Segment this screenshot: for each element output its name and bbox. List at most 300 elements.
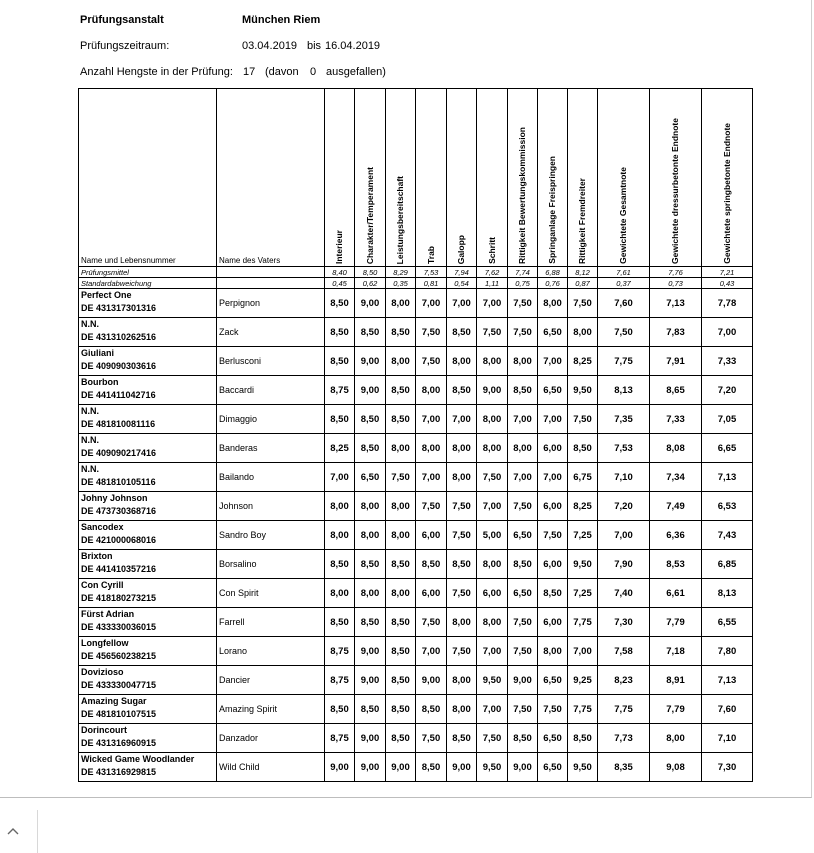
score-cell: 7,00 bbox=[538, 405, 568, 434]
horse-id: DE 481810105116 bbox=[81, 477, 156, 487]
score-cell: 6,50 bbox=[508, 579, 538, 608]
score-cell: 8,50 bbox=[355, 608, 386, 637]
score-cell: 8,50 bbox=[416, 550, 447, 579]
score-cell: 7,53 bbox=[598, 434, 650, 463]
mean-value: 7,76 bbox=[650, 267, 702, 278]
score-cell: 8,00 bbox=[447, 608, 477, 637]
score-cell: 7,00 bbox=[325, 463, 355, 492]
horse-name: Dovizioso bbox=[81, 667, 124, 677]
score-cell: 7,40 bbox=[598, 579, 650, 608]
father-name: Borsalino bbox=[217, 550, 325, 579]
score-cell: 8,13 bbox=[598, 376, 650, 405]
score-cell: 8,50 bbox=[386, 724, 416, 753]
score-cell: 8,00 bbox=[568, 318, 598, 347]
horse-cell bbox=[79, 463, 217, 492]
score-cell: 8,00 bbox=[447, 695, 477, 724]
horse-id: DE 431316929815 bbox=[81, 767, 157, 777]
horse-id: DE 409090217416 bbox=[81, 448, 157, 458]
horse-name: N.N. bbox=[81, 464, 99, 474]
score-cell: 7,50 bbox=[447, 637, 477, 666]
score-cell: 7,30 bbox=[598, 608, 650, 637]
mean-value: 7,94 bbox=[447, 267, 477, 278]
table-row bbox=[79, 753, 753, 782]
score-cell: 7,83 bbox=[650, 318, 702, 347]
std-value: 0,73 bbox=[650, 278, 702, 289]
score-cell: 7,33 bbox=[702, 347, 753, 376]
score-cell: 7,20 bbox=[598, 492, 650, 521]
score-column-label: Galopp bbox=[456, 234, 466, 264]
horse-name: Dorincourt bbox=[81, 725, 127, 735]
score-cell: 8,00 bbox=[386, 492, 416, 521]
score-cell: 7,90 bbox=[598, 550, 650, 579]
score-cell: 6,75 bbox=[568, 463, 598, 492]
horse-cell bbox=[79, 347, 217, 376]
score-cell: 8,50 bbox=[568, 434, 598, 463]
score-cell: 8,50 bbox=[355, 405, 386, 434]
score-cell: 8,50 bbox=[447, 550, 477, 579]
score-cell: 7,00 bbox=[447, 405, 477, 434]
horse-id: DE 441411042716 bbox=[81, 390, 156, 400]
horse-id: DE 441410357216 bbox=[81, 564, 157, 574]
score-cell: 9,08 bbox=[650, 753, 702, 782]
score-cell: 7,50 bbox=[416, 347, 447, 376]
father-name: Baccardi bbox=[217, 376, 325, 405]
horse-id: DE 431316960915 bbox=[81, 738, 157, 748]
score-cell: 8,00 bbox=[477, 608, 508, 637]
score-cell: 8,00 bbox=[447, 434, 477, 463]
score-cell: 8,50 bbox=[447, 376, 477, 405]
score-cell: 7,50 bbox=[508, 492, 538, 521]
score-cell: 8,00 bbox=[416, 376, 447, 405]
score-cell: 8,00 bbox=[447, 666, 477, 695]
mean-value: 7,53 bbox=[416, 267, 447, 278]
score-cell: 9,00 bbox=[386, 753, 416, 782]
horse-name: Bourbon bbox=[81, 377, 119, 387]
score-cell: 9,00 bbox=[508, 753, 538, 782]
score-cell: 8,00 bbox=[538, 289, 568, 318]
score-column-header bbox=[355, 89, 386, 267]
score-cell: 8,08 bbox=[650, 434, 702, 463]
table-row bbox=[79, 608, 753, 637]
score-cell: 7,00 bbox=[416, 289, 447, 318]
davon-open: (davon bbox=[265, 66, 299, 78]
score-cell: 8,50 bbox=[386, 405, 416, 434]
table-row bbox=[79, 550, 753, 579]
horse-id: DE 433330047715 bbox=[81, 680, 157, 690]
score-cell: 8,13 bbox=[702, 579, 753, 608]
score-cell: 7,50 bbox=[416, 724, 447, 753]
score-cell: 9,50 bbox=[568, 753, 598, 782]
score-cell: 6,61 bbox=[650, 579, 702, 608]
score-cell: 8,50 bbox=[538, 579, 568, 608]
score-cell: 7,79 bbox=[650, 695, 702, 724]
father-name: Sandro Boy bbox=[217, 521, 325, 550]
std-value: 0,37 bbox=[598, 278, 650, 289]
score-cell: 6,00 bbox=[538, 550, 568, 579]
score-cell: 6,50 bbox=[538, 753, 568, 782]
score-cell: 7,79 bbox=[650, 608, 702, 637]
anstalt-label: Prüfungsanstalt bbox=[80, 14, 164, 26]
mean-value: 8,12 bbox=[568, 267, 598, 278]
score-column-label: Schritt bbox=[486, 237, 497, 264]
header-row bbox=[79, 89, 753, 267]
score-cell: 9,50 bbox=[568, 376, 598, 405]
score-cell: 9,50 bbox=[568, 550, 598, 579]
horse-id: DE 456560238215 bbox=[81, 651, 157, 661]
std-value: 1,11 bbox=[477, 278, 508, 289]
score-column-header bbox=[702, 89, 753, 267]
father-name: Dimaggio bbox=[217, 405, 325, 434]
score-cell: 7,35 bbox=[598, 405, 650, 434]
score-cell: 7,00 bbox=[477, 289, 508, 318]
horse-id: DE 431317301316 bbox=[81, 303, 157, 313]
score-cell: 8,50 bbox=[508, 550, 538, 579]
score-cell: 7,00 bbox=[416, 463, 447, 492]
horse-cell bbox=[79, 695, 217, 724]
score-cell: 6,00 bbox=[477, 579, 508, 608]
score-cell: 8,50 bbox=[325, 550, 355, 579]
score-cell: 7,00 bbox=[477, 637, 508, 666]
score-cell: 8,50 bbox=[416, 695, 447, 724]
mean-value: 8,50 bbox=[355, 267, 386, 278]
mean-value: 6,88 bbox=[538, 267, 568, 278]
score-cell: 7,10 bbox=[702, 724, 753, 753]
score-cell: 7,50 bbox=[416, 318, 447, 347]
score-cell: 7,91 bbox=[650, 347, 702, 376]
score-cell: 7,00 bbox=[447, 289, 477, 318]
horse-name: Fürst Adrian bbox=[81, 609, 135, 619]
score-cell: 6,50 bbox=[538, 376, 568, 405]
horse-id: DE 481810107515 bbox=[81, 709, 157, 719]
score-cell: 7,50 bbox=[477, 318, 508, 347]
father-name: Zack bbox=[217, 318, 325, 347]
score-cell: 8,75 bbox=[325, 666, 355, 695]
score-cell: 6,00 bbox=[538, 492, 568, 521]
score-cell: 8,50 bbox=[325, 347, 355, 376]
score-cell: 8,50 bbox=[386, 695, 416, 724]
score-cell: 9,00 bbox=[355, 376, 386, 405]
score-cell: 8,50 bbox=[386, 376, 416, 405]
mean-value: 7,61 bbox=[598, 267, 650, 278]
score-cell: 7,20 bbox=[702, 376, 753, 405]
anzahl-value: 17 bbox=[243, 66, 256, 78]
score-cell: 6,36 bbox=[650, 521, 702, 550]
score-cell: 8,25 bbox=[568, 347, 598, 376]
score-cell: 8,50 bbox=[508, 376, 538, 405]
horse-cell bbox=[79, 434, 217, 463]
score-cell: 6,00 bbox=[416, 579, 447, 608]
horse-cell bbox=[79, 405, 217, 434]
table-row bbox=[79, 347, 753, 376]
score-cell: 9,25 bbox=[568, 666, 598, 695]
score-cell: 7,50 bbox=[477, 463, 508, 492]
score-cell: 7,73 bbox=[598, 724, 650, 753]
score-cell: 7,00 bbox=[508, 463, 538, 492]
std-value: 0,75 bbox=[508, 278, 538, 289]
score-cell: 5,00 bbox=[477, 521, 508, 550]
score-cell: 8,00 bbox=[650, 724, 702, 753]
score-column-label: Interieur bbox=[334, 229, 344, 264]
score-cell: 8,00 bbox=[325, 492, 355, 521]
horse-cell bbox=[79, 666, 217, 695]
score-cell: 9,00 bbox=[355, 289, 386, 318]
table-row bbox=[79, 695, 753, 724]
score-cell: 8,50 bbox=[325, 405, 355, 434]
score-cell: 7,13 bbox=[650, 289, 702, 318]
score-cell: 8,50 bbox=[386, 637, 416, 666]
horse-id: DE 431310262516 bbox=[81, 332, 157, 342]
score-cell: 8,00 bbox=[355, 492, 386, 521]
davon-close: ausgefallen) bbox=[326, 66, 386, 78]
score-cell: 7,50 bbox=[538, 521, 568, 550]
score-column-label: Rittigkeit Fremdreiter bbox=[577, 178, 587, 264]
score-cell: 9,00 bbox=[416, 666, 447, 695]
score-cell: 8,00 bbox=[386, 347, 416, 376]
std-value: 0,45 bbox=[325, 278, 355, 289]
father-name: Bailando bbox=[217, 463, 325, 492]
score-cell: 7,30 bbox=[702, 753, 753, 782]
score-cell: 7,00 bbox=[477, 492, 508, 521]
score-cell: 7,75 bbox=[598, 695, 650, 724]
score-column-label: Springanlage Freispringen bbox=[547, 156, 557, 264]
score-cell: 8,00 bbox=[447, 347, 477, 376]
table-row bbox=[79, 579, 753, 608]
zeitraum-to: 16.04.2019 bbox=[325, 40, 381, 52]
score-column-label: Gewichtete springbetonte Endnote bbox=[721, 123, 732, 264]
col-name-header: Name und Lebensnummer bbox=[79, 89, 217, 267]
std-value: 0,76 bbox=[538, 278, 568, 289]
mean-row bbox=[79, 267, 753, 278]
score-cell: 6,85 bbox=[702, 550, 753, 579]
viewer-divider bbox=[37, 810, 38, 853]
score-cell: 8,50 bbox=[416, 753, 447, 782]
score-cell: 7,50 bbox=[568, 405, 598, 434]
std-value: 0,35 bbox=[386, 278, 416, 289]
horse-name: Johny Johnson bbox=[81, 493, 148, 503]
score-cell: 8,00 bbox=[355, 579, 386, 608]
horse-id: DE 418180273215 bbox=[81, 593, 157, 603]
std-value: 0,62 bbox=[355, 278, 386, 289]
anzahl-label: Anzahl Hengste in der Prüfung: bbox=[80, 66, 233, 78]
horse-name: Perfect One bbox=[81, 290, 132, 300]
horse-cell bbox=[79, 608, 217, 637]
score-cell: 8,00 bbox=[325, 579, 355, 608]
score-cell: 8,00 bbox=[386, 289, 416, 318]
score-cell: 7,00 bbox=[538, 347, 568, 376]
score-cell: 8,00 bbox=[416, 434, 447, 463]
score-cell: 6,50 bbox=[355, 463, 386, 492]
score-cell: 8,50 bbox=[355, 695, 386, 724]
father-name: Lorano bbox=[217, 637, 325, 666]
score-column-header bbox=[477, 89, 508, 267]
score-cell: 8,50 bbox=[386, 666, 416, 695]
score-column-header bbox=[538, 89, 568, 267]
father-name: Dancier bbox=[217, 666, 325, 695]
score-cell: 9,00 bbox=[508, 666, 538, 695]
score-cell: 6,55 bbox=[702, 608, 753, 637]
score-cell: 8,50 bbox=[447, 318, 477, 347]
score-cell: 9,00 bbox=[355, 724, 386, 753]
horse-id: DE 421000068016 bbox=[81, 535, 157, 545]
horse-cell bbox=[79, 521, 217, 550]
father-name: Danzador bbox=[217, 724, 325, 753]
results-table bbox=[78, 88, 753, 782]
horse-cell bbox=[79, 637, 217, 666]
score-cell: 7,50 bbox=[447, 492, 477, 521]
father-name: Amazing Spirit bbox=[217, 695, 325, 724]
score-cell: 6,00 bbox=[538, 608, 568, 637]
father-name: Perpignon bbox=[217, 289, 325, 318]
score-column-label: Gewichtete Gesamtnote bbox=[618, 167, 628, 264]
score-cell: 7,18 bbox=[650, 637, 702, 666]
table-row bbox=[79, 405, 753, 434]
mean-value: 7,74 bbox=[508, 267, 538, 278]
score-cell: 7,13 bbox=[702, 666, 753, 695]
table-row bbox=[79, 289, 753, 318]
father-name: Con Spirit bbox=[217, 579, 325, 608]
score-cell: 8,75 bbox=[325, 724, 355, 753]
table-row bbox=[79, 521, 753, 550]
score-cell: 8,65 bbox=[650, 376, 702, 405]
anstalt-value: München Riem bbox=[242, 14, 321, 26]
score-cell: 7,00 bbox=[598, 521, 650, 550]
score-cell: 8,35 bbox=[598, 753, 650, 782]
mean-label: Prüfungsmittel bbox=[79, 267, 217, 278]
score-cell: 7,58 bbox=[598, 637, 650, 666]
std-row bbox=[79, 278, 753, 289]
davon-value: 0 bbox=[310, 66, 317, 78]
score-cell: 7,43 bbox=[702, 521, 753, 550]
score-cell: 8,00 bbox=[508, 347, 538, 376]
score-cell: 8,00 bbox=[538, 637, 568, 666]
score-cell: 9,00 bbox=[355, 637, 386, 666]
horse-name: Longfellow bbox=[81, 638, 129, 648]
score-column-label: Trab bbox=[425, 246, 436, 264]
mean-value: 8,29 bbox=[386, 267, 416, 278]
mean-value: 7,62 bbox=[477, 267, 508, 278]
score-cell: 7,00 bbox=[416, 405, 447, 434]
horse-name: Wicked Game Woodlander bbox=[81, 754, 195, 764]
table-row bbox=[79, 318, 753, 347]
std-value: 0,81 bbox=[416, 278, 447, 289]
score-cell: 6,50 bbox=[538, 318, 568, 347]
horse-name: N.N. bbox=[81, 406, 99, 416]
zeitraum-bis: bis bbox=[307, 40, 322, 52]
score-cell: 9,00 bbox=[355, 347, 386, 376]
score-cell: 7,60 bbox=[702, 695, 753, 724]
father-name: Banderas bbox=[217, 434, 325, 463]
score-cell: 6,50 bbox=[508, 521, 538, 550]
score-cell: 7,50 bbox=[447, 521, 477, 550]
score-cell: 8,25 bbox=[568, 492, 598, 521]
score-cell: 7,50 bbox=[416, 608, 447, 637]
score-cell: 6,00 bbox=[416, 521, 447, 550]
score-cell: 7,75 bbox=[598, 347, 650, 376]
score-cell: 8,50 bbox=[355, 318, 386, 347]
horse-name: Giuliani bbox=[81, 348, 115, 358]
score-column-header bbox=[447, 89, 477, 267]
score-cell: 9,50 bbox=[477, 666, 508, 695]
score-cell: 8,75 bbox=[325, 376, 355, 405]
score-cell: 7,50 bbox=[508, 318, 538, 347]
score-cell: 7,00 bbox=[416, 637, 447, 666]
score-column-header bbox=[416, 89, 447, 267]
score-cell: 7,50 bbox=[598, 318, 650, 347]
table-row bbox=[79, 376, 753, 405]
horse-name: N.N. bbox=[81, 319, 99, 329]
score-cell: 8,00 bbox=[386, 434, 416, 463]
score-cell: 6,50 bbox=[538, 666, 568, 695]
score-cell: 8,00 bbox=[386, 521, 416, 550]
score-cell: 7,13 bbox=[702, 463, 753, 492]
horse-cell bbox=[79, 550, 217, 579]
std-value: 0,87 bbox=[568, 278, 598, 289]
score-cell: 7,60 bbox=[598, 289, 650, 318]
score-cell: 9,00 bbox=[477, 376, 508, 405]
horse-name: Amazing Sugar bbox=[81, 696, 147, 706]
score-cell: 7,50 bbox=[386, 463, 416, 492]
score-cell: 8,50 bbox=[325, 289, 355, 318]
score-cell: 9,00 bbox=[355, 666, 386, 695]
score-cell: 7,50 bbox=[508, 637, 538, 666]
father-name: Berlusconi bbox=[217, 347, 325, 376]
father-name: Wild Child bbox=[217, 753, 325, 782]
score-column-header bbox=[325, 89, 355, 267]
score-cell: 7,50 bbox=[508, 289, 538, 318]
score-cell: 8,25 bbox=[325, 434, 355, 463]
horse-cell bbox=[79, 492, 217, 521]
horse-name: Sancodex bbox=[81, 522, 124, 532]
score-cell: 8,23 bbox=[598, 666, 650, 695]
father-name: Farrell bbox=[217, 608, 325, 637]
score-cell: 8,50 bbox=[325, 608, 355, 637]
mean-father-cell bbox=[217, 267, 325, 278]
chevron-up-icon[interactable] bbox=[6, 824, 20, 838]
score-cell: 8,00 bbox=[447, 463, 477, 492]
score-cell: 6,53 bbox=[702, 492, 753, 521]
mean-value: 8,40 bbox=[325, 267, 355, 278]
horse-cell bbox=[79, 376, 217, 405]
zeitraum-label: Prüfungszeitraum: bbox=[80, 40, 170, 52]
score-cell: 8,00 bbox=[477, 347, 508, 376]
score-cell: 6,00 bbox=[538, 434, 568, 463]
horse-id: DE 481810081116 bbox=[81, 419, 156, 429]
score-cell: 7,33 bbox=[650, 405, 702, 434]
horse-cell bbox=[79, 724, 217, 753]
horse-cell bbox=[79, 753, 217, 782]
score-cell: 7,80 bbox=[702, 637, 753, 666]
viewer-bottom-bar bbox=[0, 798, 814, 853]
score-cell: 7,78 bbox=[702, 289, 753, 318]
score-cell: 8,50 bbox=[508, 724, 538, 753]
horse-id: DE 433330036015 bbox=[81, 622, 157, 632]
score-column-header bbox=[650, 89, 702, 267]
score-cell: 7,25 bbox=[568, 579, 598, 608]
score-cell: 7,50 bbox=[447, 579, 477, 608]
table-row bbox=[79, 492, 753, 521]
score-cell: 8,00 bbox=[508, 434, 538, 463]
horse-cell bbox=[79, 318, 217, 347]
score-cell: 8,00 bbox=[477, 405, 508, 434]
score-column-header bbox=[386, 89, 416, 267]
score-cell: 8,50 bbox=[355, 550, 386, 579]
score-cell: 8,00 bbox=[355, 521, 386, 550]
score-cell: 7,75 bbox=[568, 695, 598, 724]
score-cell: 7,00 bbox=[508, 405, 538, 434]
std-value: 0,43 bbox=[702, 278, 753, 289]
score-cell: 8,50 bbox=[325, 695, 355, 724]
score-cell: 8,53 bbox=[650, 550, 702, 579]
